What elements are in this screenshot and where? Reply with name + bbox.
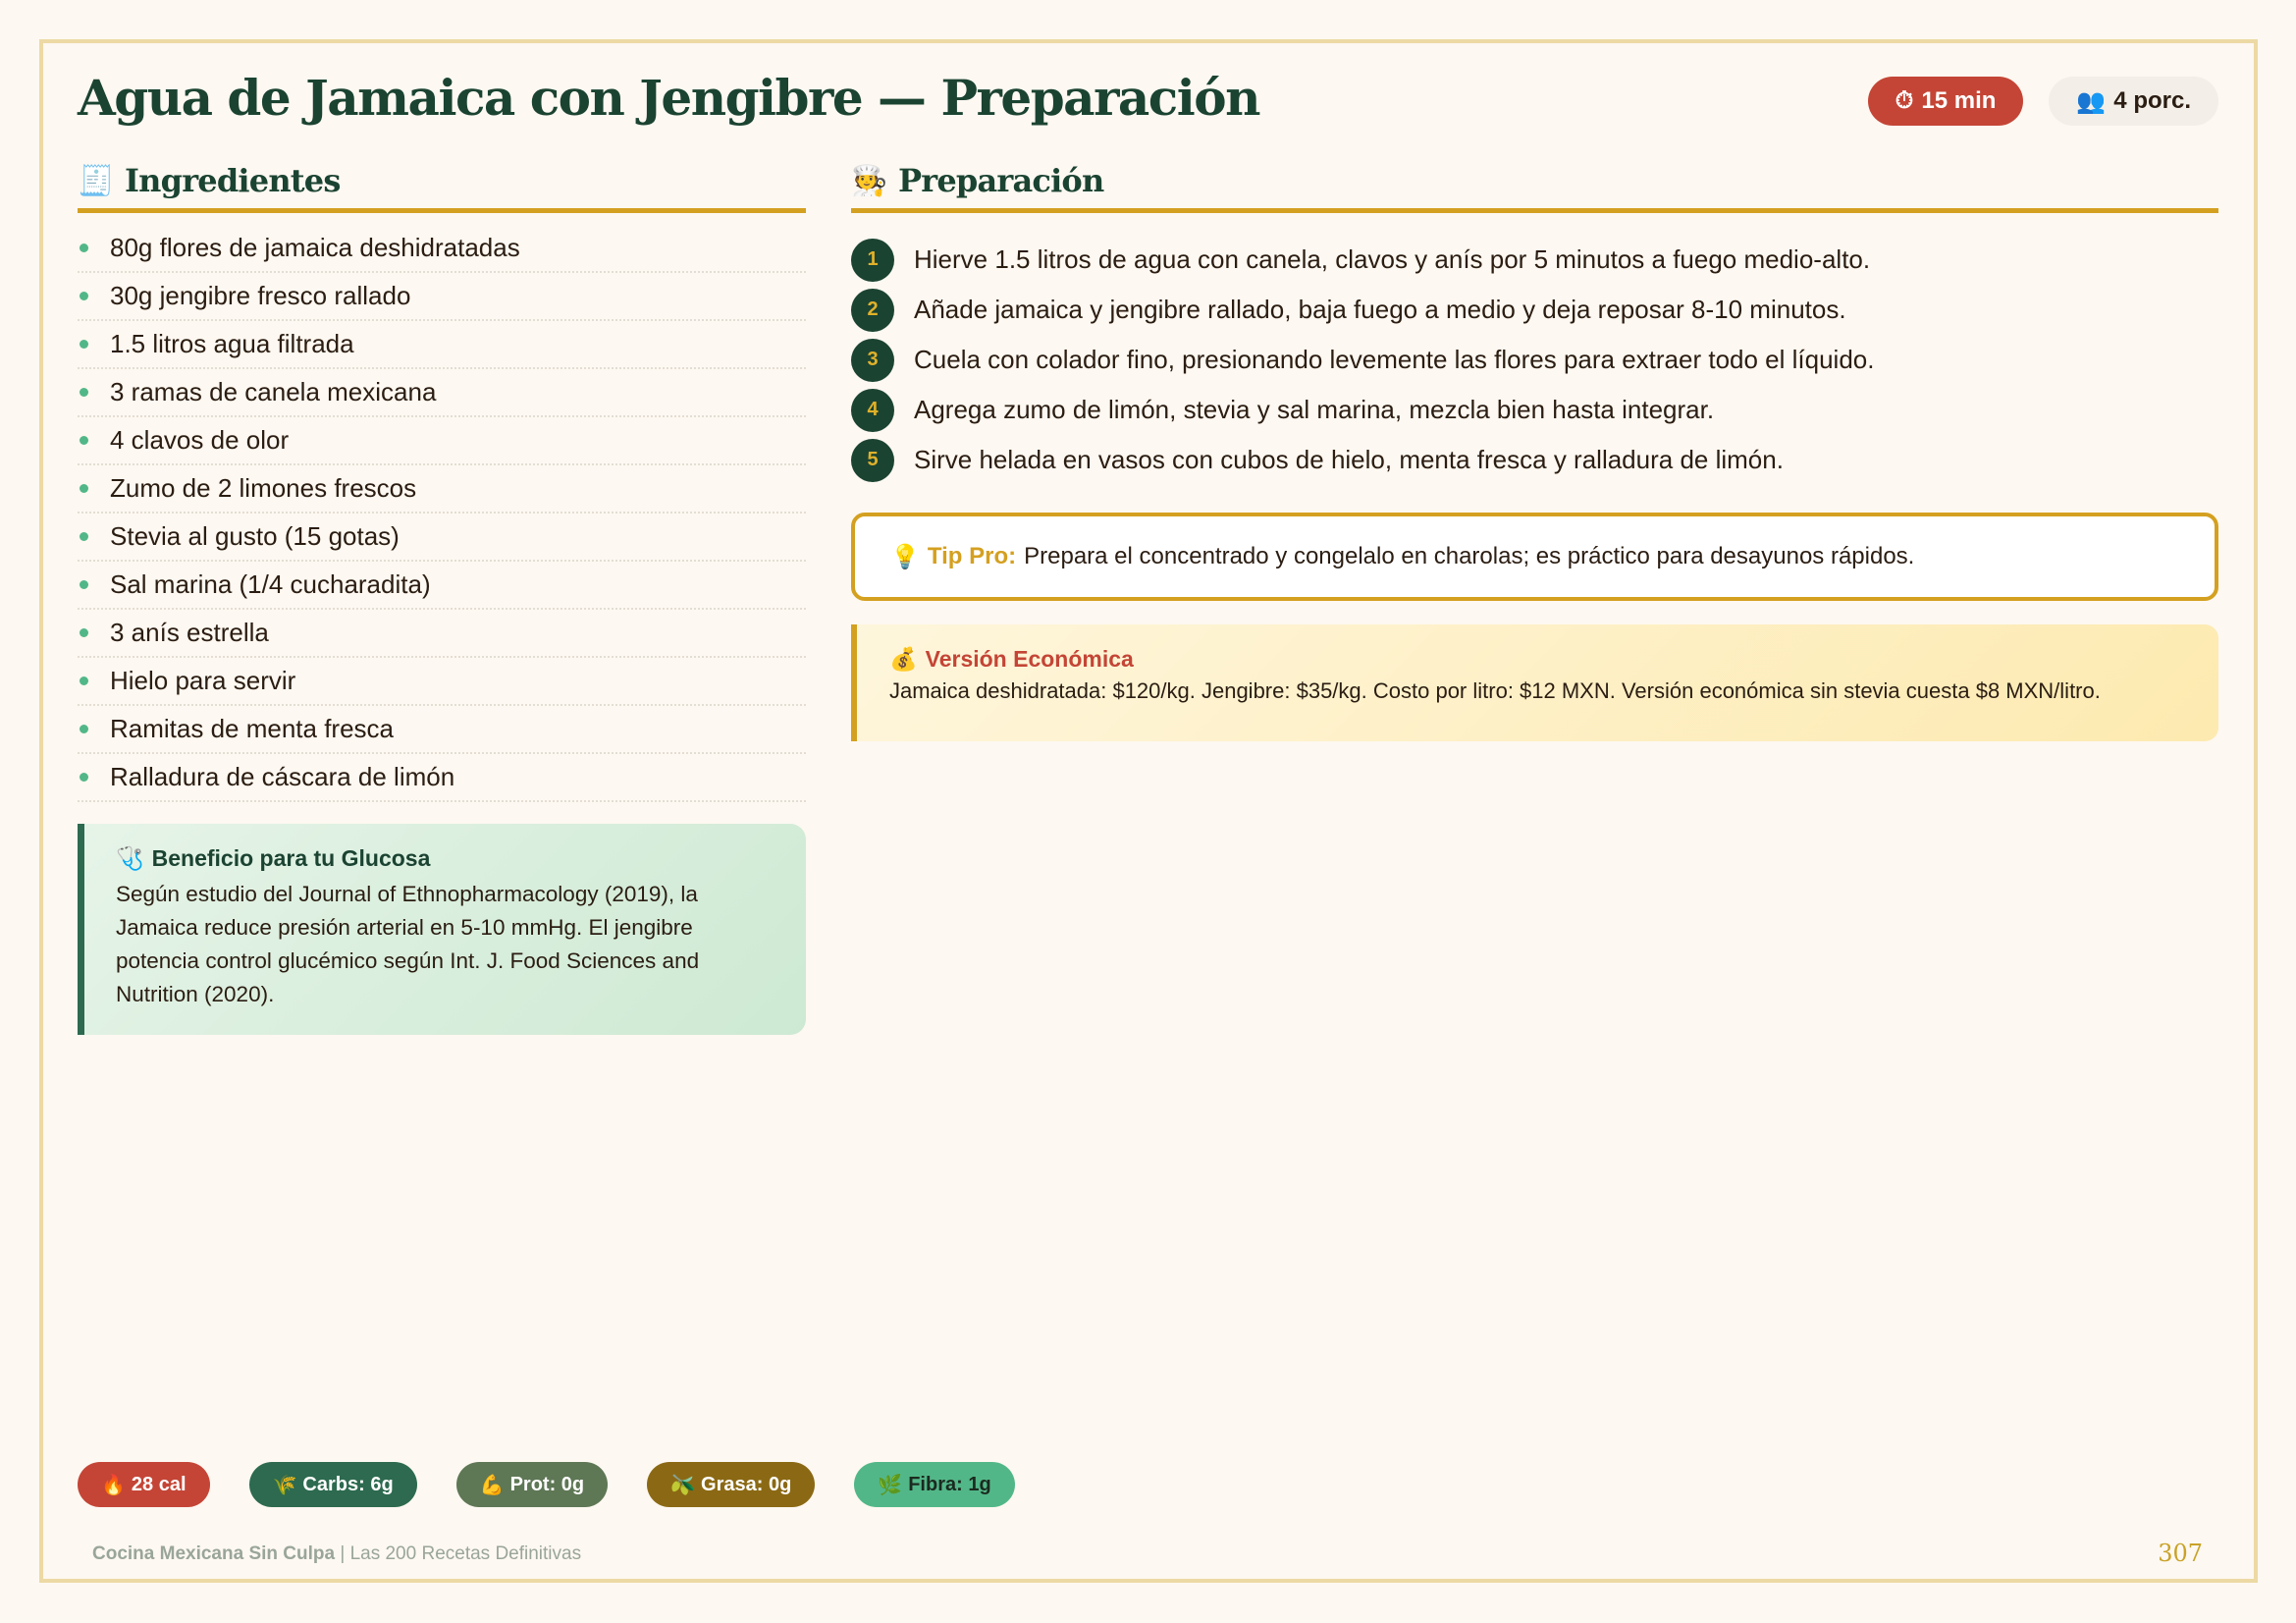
step-number-badge: 4 xyxy=(851,389,894,432)
time-badge-label: 15 min xyxy=(1921,87,1997,114)
protein-label: Prot: 0g xyxy=(509,1473,585,1495)
tip-text: Prepara el concentrado y congelalo en charolas; es práctico para desayunos rápidos. xyxy=(1024,543,1915,569)
list-item xyxy=(78,417,806,465)
nutrition-pills xyxy=(78,1462,1015,1507)
step-text: Sirve helada en vasos con cubos de hielo, menta fresca y ralladura de limón. xyxy=(914,445,1784,474)
ingredient-text: 4 clavos de olor xyxy=(110,425,290,455)
list-item xyxy=(78,225,806,273)
step-number-badge: 5 xyxy=(851,439,894,482)
step-item xyxy=(851,235,2218,285)
tip-pro-callout xyxy=(851,513,2218,601)
receipt-scroll-icon: 🧾 xyxy=(78,163,115,198)
calories-label: 28 cal xyxy=(131,1473,187,1495)
time-badge xyxy=(1868,77,2024,126)
benefit-title: Beneficio para tu Glucosa xyxy=(151,845,431,871)
bullet-icon xyxy=(80,773,88,782)
tip-label: Tip Pro: xyxy=(927,543,1017,569)
footer-book-info xyxy=(92,1543,581,1565)
preparation-heading xyxy=(851,157,2218,213)
bullet-icon xyxy=(80,725,88,733)
ingredient-text: 80g flores de jamaica deshidratadas xyxy=(110,233,520,262)
preparation-column xyxy=(851,157,2218,741)
servings-badge xyxy=(2049,77,2218,126)
ingredient-text: Sal marina (1/4 cucharadita) xyxy=(110,569,431,599)
footer-book-title: Cocina Mexicana Sin Culpa xyxy=(92,1543,336,1564)
bullet-icon xyxy=(80,388,88,397)
bullet-icon xyxy=(80,436,88,445)
steps-list xyxy=(851,235,2218,485)
ingredients-heading-label: Ingredientes xyxy=(125,162,341,199)
bullet-icon xyxy=(80,532,88,541)
wheat-icon: 🌾 xyxy=(272,1474,297,1496)
ingredient-text: Stevia al gusto (15 gotas) xyxy=(110,521,400,551)
list-item xyxy=(78,321,806,369)
list-item xyxy=(78,273,806,321)
bullet-icon xyxy=(80,484,88,493)
bullet-icon xyxy=(80,292,88,300)
footer-separator: | xyxy=(335,1543,350,1564)
list-item xyxy=(78,610,806,658)
list-item xyxy=(78,658,806,706)
ingredients-heading xyxy=(78,157,806,213)
fiber-pill xyxy=(854,1462,1014,1507)
bullet-icon xyxy=(80,676,88,685)
economic-heading xyxy=(889,646,2189,673)
list-item xyxy=(78,514,806,562)
herb-icon: 🌿 xyxy=(878,1474,903,1496)
money-bag-icon: 💰 xyxy=(889,646,918,672)
step-text: Añade jamaica y jengibre rallado, baja fuego a medio y deja reposar 8-10 minutos. xyxy=(914,295,1846,324)
step-item xyxy=(851,385,2218,435)
stopwatch-icon: ⏱ xyxy=(1895,87,1914,114)
ingredient-text: 1.5 litros agua filtrada xyxy=(110,329,354,358)
ingredient-text: Ralladura de cáscara de limón xyxy=(110,762,455,791)
step-item xyxy=(851,335,2218,385)
economic-title: Versión Económica xyxy=(925,646,1134,672)
step-text: Hierve 1.5 litros de agua con canela, clavos y anís por 5 minutos a fuego medio-alto. xyxy=(914,244,1871,274)
list-item xyxy=(78,465,806,514)
flexed-biceps-icon: 💪 xyxy=(479,1474,505,1496)
ingredients-column xyxy=(78,157,806,1035)
ingredient-text: 30g jengibre fresco rallado xyxy=(110,281,411,310)
step-number-badge: 3 xyxy=(851,339,894,382)
list-item xyxy=(78,369,806,417)
ingredient-text: 3 anís estrella xyxy=(110,618,269,647)
preparation-heading-label: Preparación xyxy=(898,162,1104,199)
glucose-benefit-callout xyxy=(78,824,806,1035)
carbs-pill xyxy=(249,1462,417,1507)
bullet-icon xyxy=(80,628,88,637)
recipe-badges xyxy=(1868,77,2218,126)
cook-icon: 🧑‍🍳 xyxy=(851,163,888,198)
fat-pill xyxy=(647,1462,815,1507)
benefit-heading xyxy=(116,845,776,872)
fire-icon: 🔥 xyxy=(101,1474,126,1496)
step-item xyxy=(851,435,2218,485)
ingredient-text: Zumo de 2 limones frescos xyxy=(110,473,417,503)
list-item xyxy=(78,706,806,754)
calories-pill xyxy=(78,1462,210,1507)
footer-subtitle: Las 200 Recetas Definitivas xyxy=(349,1543,582,1564)
benefit-text: Según estudio del Journal of Ethnopharmacology (2019), la Jamaica reduce presión arterial en 5-10 mmHg. El jengibre potencia control glucémico según Int. J. Food Sciences and Nutrition (2020). xyxy=(116,882,700,1006)
bullet-icon xyxy=(80,243,88,252)
carbs-label: Carbs: 6g xyxy=(302,1473,394,1495)
bullet-icon xyxy=(80,340,88,349)
fiber-label: Fibra: 1g xyxy=(908,1473,991,1495)
ingredient-text: Ramitas de menta fresca xyxy=(110,714,395,743)
bullet-icon xyxy=(80,580,88,589)
step-item xyxy=(851,285,2218,335)
olive-icon: 🫒 xyxy=(670,1474,696,1496)
page-title: Agua de Jamaica con Jengibre — Preparación xyxy=(78,69,1259,127)
servings-badge-label: 4 porc. xyxy=(2113,87,2191,114)
ingredient-text: Hielo para servir xyxy=(110,666,296,695)
page-number: 307 xyxy=(2158,1540,2203,1567)
fat-label: Grasa: 0g xyxy=(701,1473,792,1495)
step-number-badge: 2 xyxy=(851,289,894,332)
list-item xyxy=(78,754,806,802)
economic-version-callout xyxy=(851,624,2218,741)
people-icon: 👥 xyxy=(2076,87,2107,115)
protein-pill xyxy=(456,1462,608,1507)
ingredient-text: 3 ramas de canela mexicana xyxy=(110,377,437,406)
ingredients-list xyxy=(78,225,806,802)
economic-text: Jamaica deshidratada: $120/kg. Jengibre: $35/kg. Costo por litro: $12 MXN. Versión económica sin stevia cuesta $8 MXN/litro. xyxy=(889,678,2101,703)
list-item xyxy=(78,562,806,610)
stethoscope-icon: 🩺 xyxy=(116,845,144,871)
lightbulb-icon: 💡 xyxy=(890,543,920,570)
step-text: Cuela con colador fino, presionando levemente las flores para extraer todo el líquido. xyxy=(914,345,1875,374)
step-number-badge: 1 xyxy=(851,239,894,282)
step-text: Agrega zumo de limón, stevia y sal marina, mezcla bien hasta integrar. xyxy=(914,395,1715,424)
